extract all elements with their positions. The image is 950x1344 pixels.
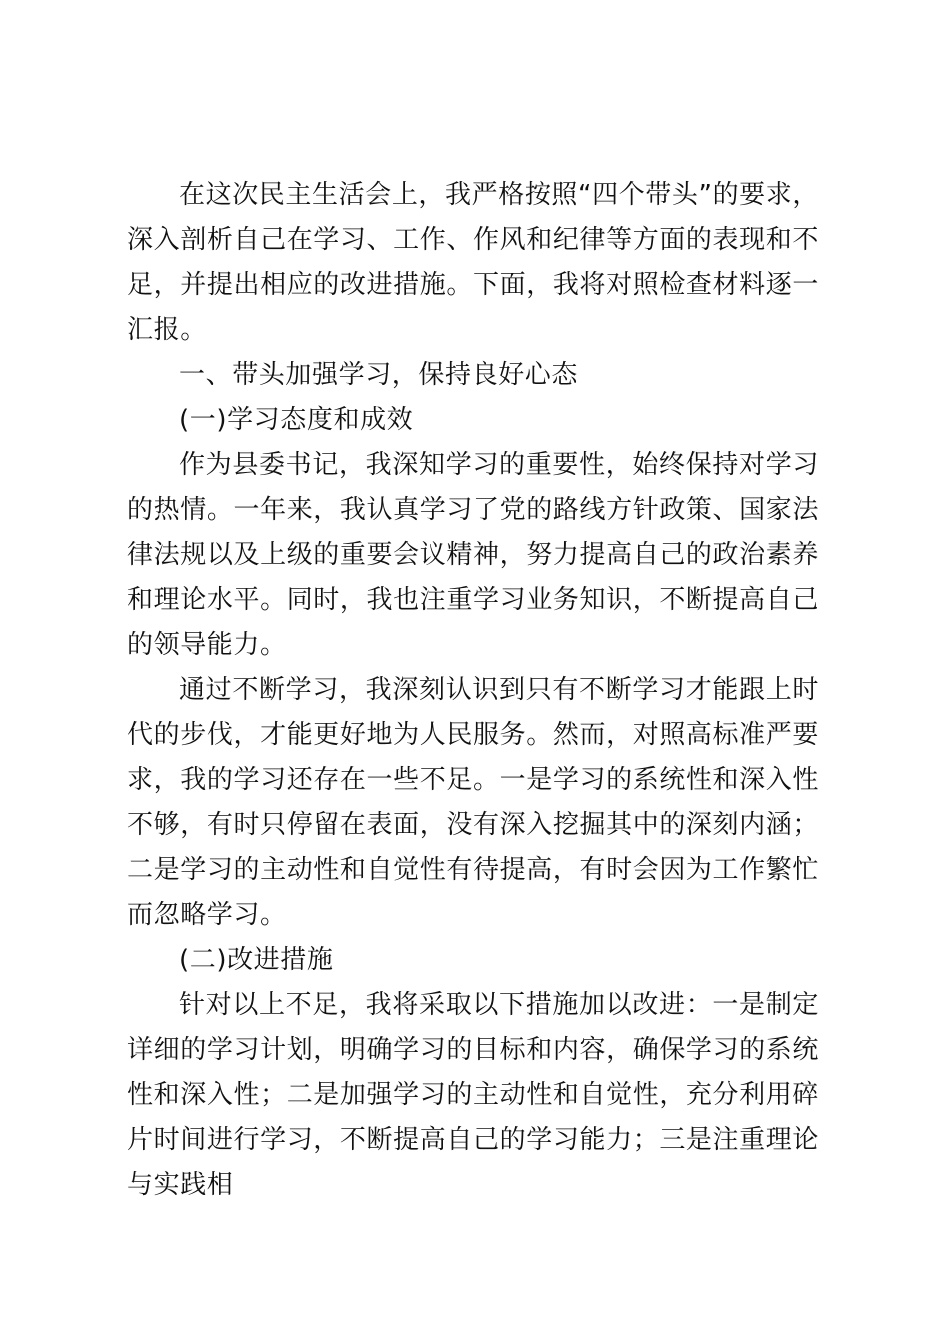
subsection-heading-2: (二)改进措施 <box>179 945 334 975</box>
document-body <box>127 173 819 1208</box>
subsection-heading-1: (一)学习态度和成效 <box>179 405 414 435</box>
section-heading-1: 一、带头加强学习，保持良好心态 <box>179 360 579 390</box>
improvement-measures-paragraph: 针对以上不足，我将采取以下措施加以改进：一是制定详细的学习计划，明确学习的目标和内容，确保学习的系统性和深入性；二是加强学习的主动性和自觉性，充分利用碎片时间进行学习，不断提高自己的学习能力；三是注重理论与实践相 <box>127 990 819 1200</box>
study-attitude-paragraph: 作为县委书记，我深知学习的重要性，始终保持对学习的热情。一年来，我认真学习了党的路线方针政策、国家法律法规以及上级的重要会议精神，努力提高自己的政治素养和理论水平。同时，我也注重学习业务知识，不断提高自己的领导能力。 <box>127 450 819 660</box>
study-shortcomings-paragraph: 通过不断学习，我深刻认识到只有不断学习才能跟上时代的步伐，才能更好地为人民服务。然而，对照高标准严要求，我的学习还存在一些不足。一是学习的系统性和深入性不够，有时只停留在表面，没有深入挖掘其中的深刻内涵；二是学习的主动性和自觉性有待提高，有时会因为工作繁忙而忽略学习。 <box>127 675 819 930</box>
intro-paragraph: 在这次民主生活会上，我严格按照“四个带头”的要求，深入剖析自己在学习、工作、作风和纪律等方面的表现和不足，并提出相应的改进措施。下面，我将对照检查材料逐一汇报。 <box>127 180 819 345</box>
